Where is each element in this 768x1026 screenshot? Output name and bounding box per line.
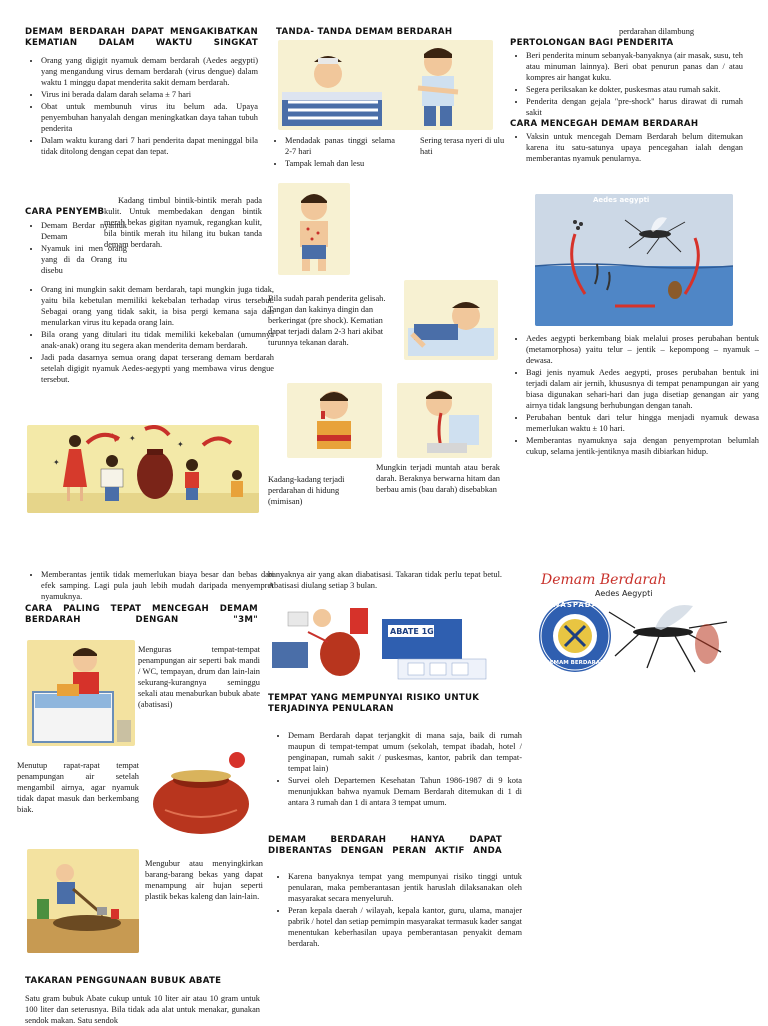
list-item: • Vaksin untuk mencegah Demam Berdarah belum ditemukan karena itu satu-satunya upaya pencegahan ialah dengan memberantas nyamuk penularnya.: [526, 131, 743, 164]
col3-section: [510, 38, 743, 165]
abatisasi-text: banyaknya air yang akan diabatisasi. Takaran tidak perlu tepat betul. Abatisasi diulang setiap 3 bulan.: [268, 570, 502, 590]
heading-takaran-abate: TAKARAN PENGGUNAAN BUBUK ABATE: [25, 976, 222, 986]
list-peran-aktif: [268, 871, 522, 950]
list-pertolongan: [510, 50, 743, 118]
heading-tempat-risiko: TEMPAT YANG MEMPUNYAI RISIKO UNTUK TERJADINYA PENULARAN: [268, 693, 480, 714]
heading-dbd-kematian: DEMAM BERDARAH DAPAT MENGAKIBATKAN KEMATIAN DALAM WAKTU SINGKAT: [25, 27, 258, 48]
mimisan-text: Kadang-kadang terjadi perdarahan di hidung (mimisan): [268, 475, 345, 506]
waspada-logo: [535, 570, 740, 675]
abate-label: ABATE 1G: [390, 627, 434, 636]
col1-section: [25, 27, 258, 158]
list-item: • Karena banyaknya tempat yang mempunyai risiko tinggi untuk penularan, maka pemberantasan jentik haruslah dilaksanakan oleh masyarakat secara menyeluruh.: [288, 871, 522, 904]
list-item: • Penderita dengan gejala "pre-shock" harus dirawat di rumah sakit: [526, 96, 743, 118]
abate-package-illustration: [378, 615, 494, 683]
list-item: • Mendadak panas tinggi selama 2-7 hari: [285, 135, 395, 157]
logo-title: Demam Berdarah: [541, 572, 667, 588]
menguras-text: Menguras tempat-tempat penampungan air seperti bak mandi / WC, tempayan, drum dan lain-lain sekurang-kurangnya seminggu sekali atau menaburkan bubuk abate (abatisasi): [138, 645, 260, 709]
nosebleed-illustration: [287, 383, 382, 458]
list-item: • Segera periksakan ke dokter, puskesmas atau rumah sakit.: [526, 84, 743, 95]
mengubur-illustration: [27, 849, 139, 953]
list-item: • Jadi pada dasarnya semua orang dapat terserang demam berdarah setelah digigit nyamuk Aedes-aegypti yang membawa virus dengue tersebut.: [41, 352, 274, 385]
aedes-lifecycle-diagram: [535, 194, 733, 326]
svg-text:✦: ✦: [129, 434, 136, 443]
list-item: • Virus ini berada dalam darah selama ± 7 hari: [41, 89, 258, 100]
mengubur-text: Mengubur atau menyingkirkan barang-barang bekas yang dapat menampung air hujan seperti plastik bekas kaleng dan lain-lain.: [145, 859, 263, 901]
heading-pertolongan: PERTOLONGAN BAGI PENDERITA: [510, 38, 674, 48]
perdarahan-lambung-text: perdarahan dilambung: [619, 27, 695, 36]
list-item: • Aedes aegypti berkembang biak melalui proses perubahan bentuk (metamorphosa) yaitu telur – jentik – kepompong – nyamuk – dewasa.: [526, 333, 759, 366]
list-item: • Survei oleh Departemen Kesehatan Tahun 1986-1987 di 9 kota menunjukkan bahwa nyamuk Demam Berdarah ditemukan di 1 di antara 3 rumah dan 1 di antara 3 tempat umum.: [288, 775, 522, 808]
fever-illustration: [278, 40, 493, 130]
heading-tanda-dbd: TANDA- TANDA DEMAM BERDARAH: [276, 27, 453, 37]
logo-ring-top: WASPADA: [552, 601, 598, 609]
menutup-text: Menutup rapat-rapat tempat penampungan air setelah mengambil airnya, agar nyamuk tidak dapat masuk dan berkembang biak.: [17, 761, 139, 814]
list-memberantas-jentik: [25, 569, 274, 603]
heading-cara-penyebaran: CARA PENYEMB: [25, 207, 105, 217]
symptom-nyeri-ulu-hati: Sering terasa nyeri di ulu hati: [420, 136, 505, 156]
list-item: • Bagi jenis nyamuk Aedes aegypti, proses perubahan bentuk ini terjadi dalam air jernih, khususnya di tempat penampungan air yang biasa digunakan sehari-hari dan juga disetiap genangan air yang airnya tidak langsung berhubungan dengan tanah.: [526, 367, 759, 411]
svg-text:✦: ✦: [177, 440, 184, 449]
list-item: • Bila orang yang ditulari itu tidak memiliki kekebalan (umumnya anak-anak) orang itu segera akan menderita demam berdarah.: [41, 329, 274, 351]
list-cara-penyebaran: [25, 284, 274, 386]
logo-ring-bottom: DEMAM BERDARAH: [545, 660, 605, 666]
heading-peran-aktif: DEMAM BERDARAH HANYA DAPAT DIBERANTAS DENGAN PERAN AKTIF ANDA: [268, 835, 502, 856]
heading-3m: CARA PALING TEPAT MENCEGAH DEMAM BERDARAH DENGAN "3M": [25, 604, 258, 625]
menguras-illustration: [27, 640, 135, 746]
list-item: • Dalam waktu kurang dari 7 hari penderita dapat meninggal bila tidak ditolong dengan cepat dan tepat.: [41, 135, 258, 157]
list-dbd-kematian: [25, 55, 258, 157]
list-item: • Perubahan bentuk dari telur hingga menjadi nyamuk dewasa memerlukan waktu ± 10 hari.: [526, 412, 759, 434]
menutup-illustration: [145, 750, 258, 838]
bintik-merah-text: Kadang timbul bintik-bintik merah pada kulit. Untuk membedakan dengan bintik merah bekas gigitan nyamuk, regangkan kulit, bila bintik merah itu hilang itu bukan tanda demam berdarah.: [104, 196, 262, 249]
transmission-illustration: [27, 425, 259, 513]
list-item: • Demam Berdar nyamuk Demam: [41, 220, 127, 242]
list-aedes-lifecycle: [510, 333, 759, 458]
preshock-illustration: [404, 280, 498, 360]
list-item: • Tampak lemah dan lesu: [285, 158, 395, 169]
list-symptoms-left: [276, 135, 395, 170]
svg-text:✦: ✦: [53, 458, 60, 467]
list-tempat-risiko: [268, 730, 522, 809]
list-item: • Demam Berdarah dapat terjangkit di mana saja, baik di rumah maupun di tempat-tempat umum (sekolah, tempat ibadah, hotel / penginapan, rumah sakit / puskesmas, kantor, pabrik dan tempat-tempat lain): [288, 730, 522, 774]
vomiting-illustration: [397, 383, 492, 458]
takaran-abate-text: Satu gram bubuk Abate cukup untuk 10 liter air atau 10 gram untuk 100 liter dan seterusnya. Bila tidak ada alat untuk menakar, gunakan sendok makan. Satu sendok: [25, 994, 260, 1025]
list-item: • Nyamuk ini men orang yang di da Orang itu disebu: [41, 243, 127, 276]
logo-subtitle: Aedes Aegypti: [595, 589, 653, 598]
list-vaksin: [510, 131, 743, 164]
list-item: • Beri penderita minum sebanyak-banyaknya (air masak, susu, teh atau minuman lainnya). Beri obat penurun panas dan / atau kompres air hangat kuku.: [526, 50, 743, 83]
heading-cara-mencegah: CARA MENCEGAH DEMAM BERDARAH: [510, 119, 699, 129]
list-item: • Orang ini mungkin sakit demam berdarah, tapi mungkin juga tidak, yaitu bila kebetulan memiliki kekebalan terhadap virus tersebut. Sebagai orang yang tidak sakit, ia bisa pergi kemana saja dan menularkan virus itu kepada orang lain.: [41, 284, 274, 328]
list-item: • Memberantas nyamuknya saja dengan penyemprotan belumlah cukup, selama jentik-jentiknya masih dibiarkan hidup.: [526, 435, 759, 457]
list-item: • Obat untuk membunuh virus itu belum ada. Upaya penyembuhan hanyalah dengan meningkatkan daya tahan tubuh penderita: [41, 101, 258, 134]
abatisasi-illustration: [268, 602, 374, 682]
weak-child-illustration: [278, 183, 350, 275]
list-item: • Orang yang digigit nyamuk demam berdarah (Aedes aegypti) yang mengandung virus demam berdarah (virus dengue) dalam waktu 1 minggu dapat menderita sakit demam berdarah.: [41, 55, 258, 88]
preshock-text: Bila sudah parah penderita gelisah. Tangan dan kakinya dingin dan berkeringat (pre shock). Kematian dapat terjadi dalam 2-3 hari akibat turunnya tekanan darah.: [268, 294, 386, 347]
list-item: • Memberantas jentik tidak memerlukan biaya besar dan bebas dari efek samping. Lagi pula jauh lebih mudah daripada menyemprot nyamuknya.: [41, 569, 274, 602]
muntah-darah-text: Mungkin terjadi muntah atau berak darah. Beraknya berwarna hitam dan berbau amis (bau darah) disebabkan: [376, 463, 500, 494]
diagram-label: Aedes aegypti: [593, 196, 650, 204]
list-item: • Peran kepala daerah / wilayah, kepala kantor, guru, ulama, manajer pabrik / hotel dan setiap pemimpin masyarakat termasuk kader sangat menentukan keberhasilan upaya pemberantasan penyakit demam berdarah.: [288, 905, 522, 949]
